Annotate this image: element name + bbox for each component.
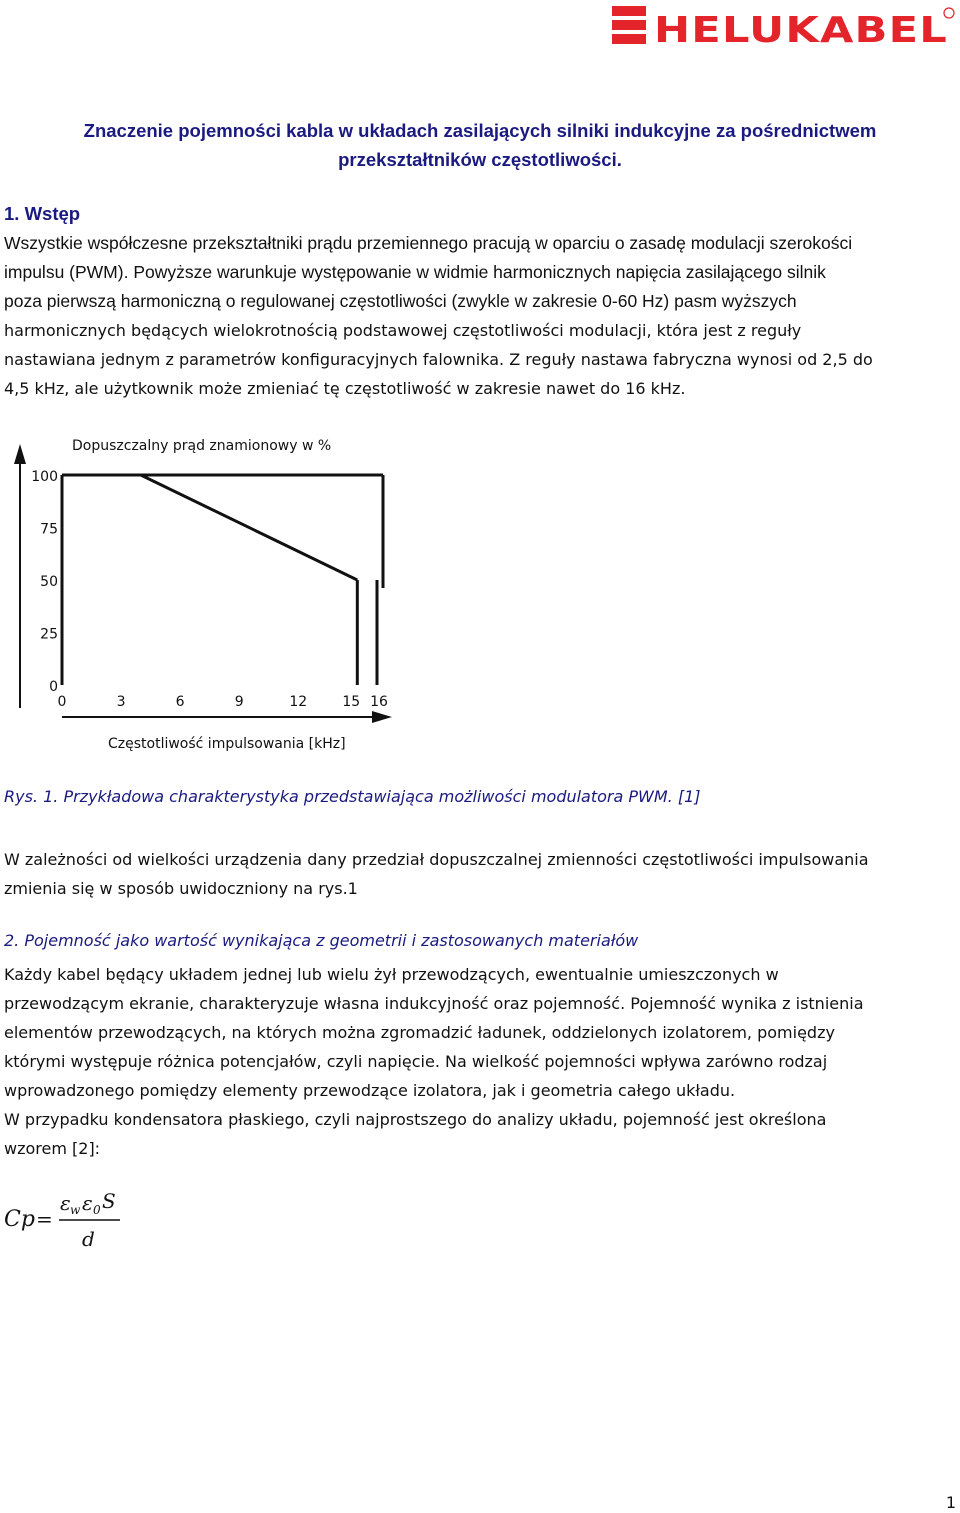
title-line-1: Znaczenie pojemności kabla w układach zasilających silniki indukcyjne za pośrednictwem [83,120,877,141]
x-axis-arrow-icon [372,711,392,723]
logo-text: HELUKABEL [654,10,948,44]
paragraph-line: W zależności od wielkości urządzenia dany przedział dopuszczalnej zmienności częstotliwości impulsowania [4,850,869,869]
paragraph-line: wprowadzonego pomiędzy elementy przewodzące izolatora, jak i geometria całego układu. [4,1081,736,1100]
x-tick-label: 0 [57,694,67,710]
section-1-heading: 1. Wstęp [4,203,81,224]
paragraph-line: impulsu (PWM). [4,262,134,282]
formula-S: S [102,1189,116,1213]
paragraph-line: którymi występuje różnica potencjałów, czyli napięcie. Na wielkość pojemności wpływa zarówno rodzaj [4,1052,828,1071]
page-number: 1 [945,1493,956,1512]
x-tick-label: 6 [175,694,185,710]
chart-title: Dopuszczalny prąd znamionowy w % [72,438,332,454]
formula-eps-w: ε [60,1191,71,1215]
formula-sub-0: 0 [93,1203,101,1217]
section-1-paragraph [4,229,956,403]
document-title [0,116,960,174]
paragraph-line: Powyższe warunkuje występowanie w widmie harmonicznych napięcia zasilającego silnik [133,262,826,282]
paragraph-2 [4,845,956,903]
paragraph-line: wzorem [2]: [4,1139,101,1158]
title-line-2: przekształtników częstotliwości. [338,149,622,170]
capacitance-formula [2,1188,132,1250]
paragraph-line: Wszystkie współczesne przekształtniki prądu przemiennego pracują w oparciu o zasadę modulacji szerokości [4,233,853,253]
x-tick-label: 3 [116,694,126,710]
formula-equals: = [36,1207,53,1231]
x-tick-label: 12 [289,694,308,710]
pwm-derating-chart [0,430,400,760]
y-tick-label: 25 [40,626,58,643]
paragraph-line: przewodzącym ekranie, charakteryzuje własna indukcyjność oraz pojemność. Pojemność wynika z istnienia [4,994,864,1013]
y-axis-arrow-icon [14,444,26,464]
paragraph-line: poza pierwszą harmoniczną o regulowanej częstotliwości (zwykle w zakresie 0-60 Hz) pasm wyższych [4,291,797,311]
paragraph-line: zmienia się w sposób uwidoczniony na rys.1 [4,879,358,898]
chart-x-axis-label: Częstotliwość impulsowania [kHz] [108,736,346,752]
y-tick-label: 0 [49,679,58,695]
section-2-paragraph [4,960,956,1163]
paragraph-line: W przypadku kondensatora płaskiego, czyli najprostszego do analizy układu, pojemność jest określona [4,1110,827,1129]
x-tick-label: 16 [370,694,388,710]
section-2-heading: 2. Pojemność jako wartość wynikająca z geometrii i zastosowanych materiałów [4,931,639,950]
series-line [62,475,357,580]
paragraph-line: nastawiana jednym z parametrów konfiguracyjnych falownika. Z reguły nastawa fabryczna wynosi od 2,5 do [4,350,873,369]
x-tick-label: 9 [234,694,244,710]
formula-eps-0: ε [82,1191,93,1215]
x-tick-label: 15 [342,694,361,710]
paragraph-line: elementów przewodzących, na których można zgromadzić ładunek, oddzielonych izolatorem, pomiędzy [4,1023,835,1042]
paragraph-line: 4,5 kHz, ale użytkownik może zmieniać tę częstotliwość w zakresie nawet do 16 kHz. [4,379,686,398]
y-tick-label: 50 [40,574,58,590]
formula-lhs: Cp [4,1207,35,1232]
paragraph-line: harmonicznych będących wielokrotnością podstawowej częstotliwości modulacji, która jest z reguły [4,321,802,340]
y-tick-label: 75 [40,521,58,538]
paragraph-line: Każdy kabel będący układem jednej lub wielu żył przewodzących, ewentualnie umieszczonych w [4,965,779,984]
y-tick-label: 100 [31,469,58,485]
figure-caption: Rys. 1. Przykładowa charakterystyka przedstawiająca możliwości modulatora PWM. [1] [4,787,701,806]
formula-sub-w: w [70,1203,81,1217]
formula-d: d [82,1227,95,1250]
helukabel-logo [610,6,955,44]
